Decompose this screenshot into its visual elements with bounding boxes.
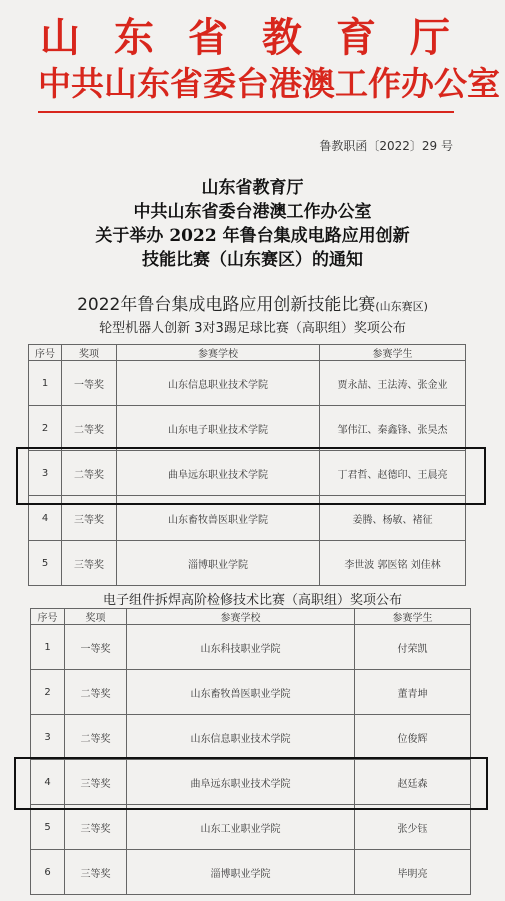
table-cell: 山东畜牧兽医职业学院: [117, 496, 320, 541]
table-cell: 付荣凯: [355, 625, 471, 670]
table-cell: 赵廷森: [355, 760, 471, 805]
department-char: 山: [40, 14, 80, 61]
table-cell: 三等奖: [65, 805, 127, 850]
table-cell: 二等奖: [62, 406, 117, 451]
table-row: [29, 361, 466, 406]
department-char: 教: [262, 14, 302, 61]
document-number: 鲁教职函〔2022〕29 号: [319, 139, 453, 153]
header-cell: 奖项: [65, 609, 127, 625]
header-cell: 序号: [29, 345, 62, 361]
department-char: 育: [336, 14, 376, 61]
header-cell: 序号: [31, 609, 65, 625]
table-cell: 3: [29, 451, 62, 496]
event-region: (山东赛区): [375, 300, 428, 313]
table-cell: 山东电子职业技术学院: [117, 406, 320, 451]
table-cell: 山东科技职业学院: [127, 625, 355, 670]
table-cell: 3: [31, 715, 65, 760]
table-row: [31, 670, 471, 715]
table-cell: 山东信息职业技术学院: [117, 361, 320, 406]
department-char: 省: [188, 14, 228, 61]
table-header-row: [31, 609, 471, 625]
table-cell: 姜腾、杨敏、褚征: [320, 496, 466, 541]
title-line: 技能比赛（山东赛区）的通知: [142, 250, 363, 270]
table-cell: 邹伟江、秦鑫锋、张昊杰: [320, 406, 466, 451]
table1-caption: 轮型机器人创新 3对3踢足球比赛（高职组）奖项公布: [99, 321, 406, 336]
table-cell: 李世波 郭医铭 刘佳林: [320, 541, 466, 586]
table-row: [31, 850, 471, 895]
table-header-row: [29, 345, 466, 361]
table-cell: 毕明亮: [355, 850, 471, 895]
table-cell: 4: [29, 496, 62, 541]
table-cell: 山东信息职业技术学院: [127, 715, 355, 760]
table-row: [29, 406, 466, 451]
table-cell: 三等奖: [65, 850, 127, 895]
table-cell: 张少钰: [355, 805, 471, 850]
highlight-frame: [14, 757, 488, 810]
table-cell: 董青坤: [355, 670, 471, 715]
event-name: 2022年鲁台集成电路应用创新技能比赛: [77, 295, 376, 315]
table-cell: 2: [29, 406, 62, 451]
table-cell: 淄博职业学院: [117, 541, 320, 586]
table-row: [31, 715, 471, 760]
event-heading: [0, 294, 505, 318]
department-char: 厅: [410, 14, 450, 61]
office-name: 中共山东省委台港澳工作办公室: [38, 64, 500, 103]
title-line: 中共山东省委台港澳工作办公室: [133, 202, 372, 222]
table-cell: 山东畜牧兽医职业学院: [127, 670, 355, 715]
header-cell: 参赛学校: [127, 609, 355, 625]
table-cell: 曲阜远东职业技术学院: [117, 451, 320, 496]
red-divider: [38, 111, 454, 113]
table-row: [31, 805, 471, 850]
table-row: [29, 541, 466, 586]
table-cell: 一等奖: [62, 361, 117, 406]
department-char: 东: [114, 14, 154, 61]
table-cell: 山东工业职业学院: [127, 805, 355, 850]
table-cell: 5: [31, 805, 65, 850]
table-cell: 1: [29, 361, 62, 406]
table-cell: 2: [31, 670, 65, 715]
header-cell: 奖项: [62, 345, 117, 361]
table-cell: 丁君哲、赵德印、王晨亮: [320, 451, 466, 496]
document-title: [0, 176, 505, 272]
table-cell: 6: [31, 850, 65, 895]
table-cell: 三等奖: [65, 760, 127, 805]
highlight-frame: [16, 447, 486, 505]
table-cell: 4: [31, 760, 65, 805]
table-cell: 二等奖: [65, 715, 127, 760]
table-cell: 曲阜远东职业技术学院: [127, 760, 355, 805]
table-cell: 三等奖: [62, 541, 117, 586]
table-cell: 二等奖: [65, 670, 127, 715]
table-cell: 1: [31, 625, 65, 670]
title-line: 山东省教育厅: [201, 178, 304, 198]
table-cell: 贾永喆、王法涛、张金业: [320, 361, 466, 406]
table-cell: 三等奖: [62, 496, 117, 541]
table2-caption: 电子组件拆焊高阶检修技术比赛（高职组）奖项公布: [102, 593, 402, 608]
table-cell: 一等奖: [65, 625, 127, 670]
title-line: 关于举办 2022 年鲁台集成电路应用创新: [95, 226, 410, 246]
soldering-repair-awards-table: [30, 608, 471, 895]
table-row: [31, 625, 471, 670]
table-cell: 位俊辉: [355, 715, 471, 760]
header-cell: 参赛学生: [320, 345, 466, 361]
header-cell: 参赛学生: [355, 609, 471, 625]
table-cell: 5: [29, 541, 62, 586]
table-cell: 二等奖: [62, 451, 117, 496]
table-cell: 淄博职业学院: [127, 850, 355, 895]
department-name: [40, 16, 450, 60]
header-cell: 参赛学校: [117, 345, 320, 361]
